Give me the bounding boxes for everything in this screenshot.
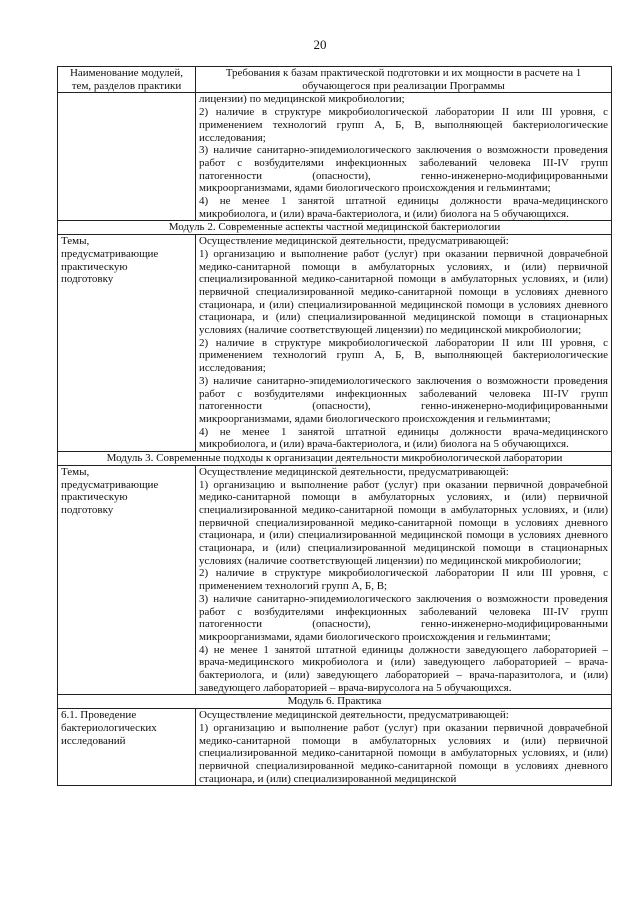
requirements-cell [196,709,612,786]
requirement-item: 1) организацию и выполнение работ (услуг) при оказании первичной доврачебной медико-санитарной помощи в амбулаторных условиях и (или) первичной специализированной медико-санитарной помощи в амбулаторных условиях, и (или) первичной специализированной медико-санитарной помощи в условиях дневного стационара, и (или) специализированной медицинской [199,721,608,785]
page-number: 20 [313,37,327,52]
module-title: Модуль 2. Современные аспекты частной медицинской бактериологии [58,221,612,235]
requirements-cell [196,93,612,221]
requirement-item: 4) не менее 1 занятой штатной единицы должности заведующего лабораторией – врача-медицинского микробиолога и (или) заведующего лабораторией – врача-бактериолога, и (или) заведующего лабораторией – врача-паразитолога, и (или) заведующего лабораторией – врача-вирусолога на 5 обучающихся. [199,643,608,694]
topic-cell: 6.1. Проведение бактериологических исследований [58,709,196,786]
requirements-cell [196,235,612,452]
header-col-modules: Наименование модулей, тем, разделов практики [58,67,196,93]
module-heading-row [58,452,612,466]
module-title: Модуль 3. Современные подходы к организации деятельности микробиологической лаборатории [58,452,612,466]
requirement-item: 1) организацию и выполнение работ (услуг) при оказании первичной доврачебной медико-санитарной помощи в амбулаторных условиях, и (или) первичной специализированной медико-санитарной помощи в амбулаторных условиях, и (или) первичной специализированной медико-санитарной помощи в условиях дневного стационара, и (или) специализированной медицинской помощи в условиях дневного стационара, и (или) специализированной медицинской помощи в стационарных условиях (наличие соответствующей лицензии) по медицинской микробиологии; [199,478,608,567]
requirements-cell [196,465,612,695]
topic-cell [58,93,196,221]
requirement-item: Осуществление медицинской деятельности, предусматривающей: [199,709,509,722]
requirement-item: 4) не менее 1 занятой штатной единицы должности врача-медицинского микробиолога, и (или) врача-бактериолога, и (или) биолога на 5 обучающихся. [199,195,608,220]
table-body [58,93,612,786]
requirement-item: 2) наличие в структуре микробиологической лаборатории II или III уровня, с применением технологий групп А, Б, В, выполняющей бактериологические исследования; [199,336,608,375]
requirement-item: Осуществление медицинской деятельности, предусматривающей: [199,465,509,478]
requirement-item: Осуществление медицинской деятельности, предусматривающей: [199,235,509,248]
requirement-item: 1) организацию и выполнение работ (услуг) при оказании первичной доврачебной медико-санитарной помощи в амбулаторных условиях, и (или) первичной специализированной медико-санитарной помощи в амбулаторных условиях, и (или) первичной специализированной медико-санитарной помощи в условиях дневного стационара, и (или) специализированной медицинской помощи в условиях дневного стационара, и (или) специализированной медицинской помощи в стационарных условиях (наличие соответствующей лицензии) по медицинской микробиологии; [199,247,608,337]
header-col-requirements: Требования к базам практической подготовки и их мощности в расчете на 1 обучающегося при реализации Программы [196,67,612,93]
table-header-row [58,67,612,93]
requirement-item: 3) наличие санитарно-эпидемиологического заключения о возможности проведения работ с возбудителями инфекционных заболеваний человека III-IV групп патогенности (опасности), генно-инженерно-модифицированными микроорганизмами, ядами биологического происхождения и гельминтами; [199,592,608,643]
requirement-item: 3) наличие санитарно-эпидемиологического заключения о возможности проведения работ с возбудителями инфекционных заболеваний человека III-IV групп патогенности (опасности), генно-инженерно-модифицированными микроорганизмами, ядами биологического происхождения и гельминтами; [199,144,608,195]
topic-cell: Темы, предусматривающие практическую подготовку [58,465,196,695]
requirement-item: лицензии) по медицинской микробиологии; [199,93,405,106]
requirement-item: 4) не менее 1 занятой штатной единицы должности врача-медицинского микробиолога, и (или) врача-бактериолога, и (или) биолога на 5 обучающихся. [199,425,608,451]
requirements-table [57,66,612,786]
table-row [58,709,612,786]
table-row [58,465,612,695]
topic-cell: Темы, предусматривающие практическую подготовку [58,235,196,452]
requirement-item: 3) наличие санитарно-эпидемиологического заключения о возможности проведения работ с возбудителями инфекционных заболеваний человека III-IV групп патогенности (опасности), генно-инженерно-модифицированными микроорганизмами, ядами биологического происхождения и гельминтами; [199,374,608,425]
requirement-item: 2) наличие в структуре микробиологической лаборатории II или III уровня, с применением технологий групп А, Б, В; [199,567,608,593]
table-row [58,93,612,221]
module-heading-row [58,695,612,709]
module-heading-row [58,221,612,235]
table-row [58,235,612,452]
module-title: Модуль 6. Практика [58,695,612,709]
requirement-item: 2) наличие в структуре микробиологической лаборатории II или III уровня, с применением технологий групп А, Б, В, выполняющей бактериологические исследования; [199,106,608,144]
